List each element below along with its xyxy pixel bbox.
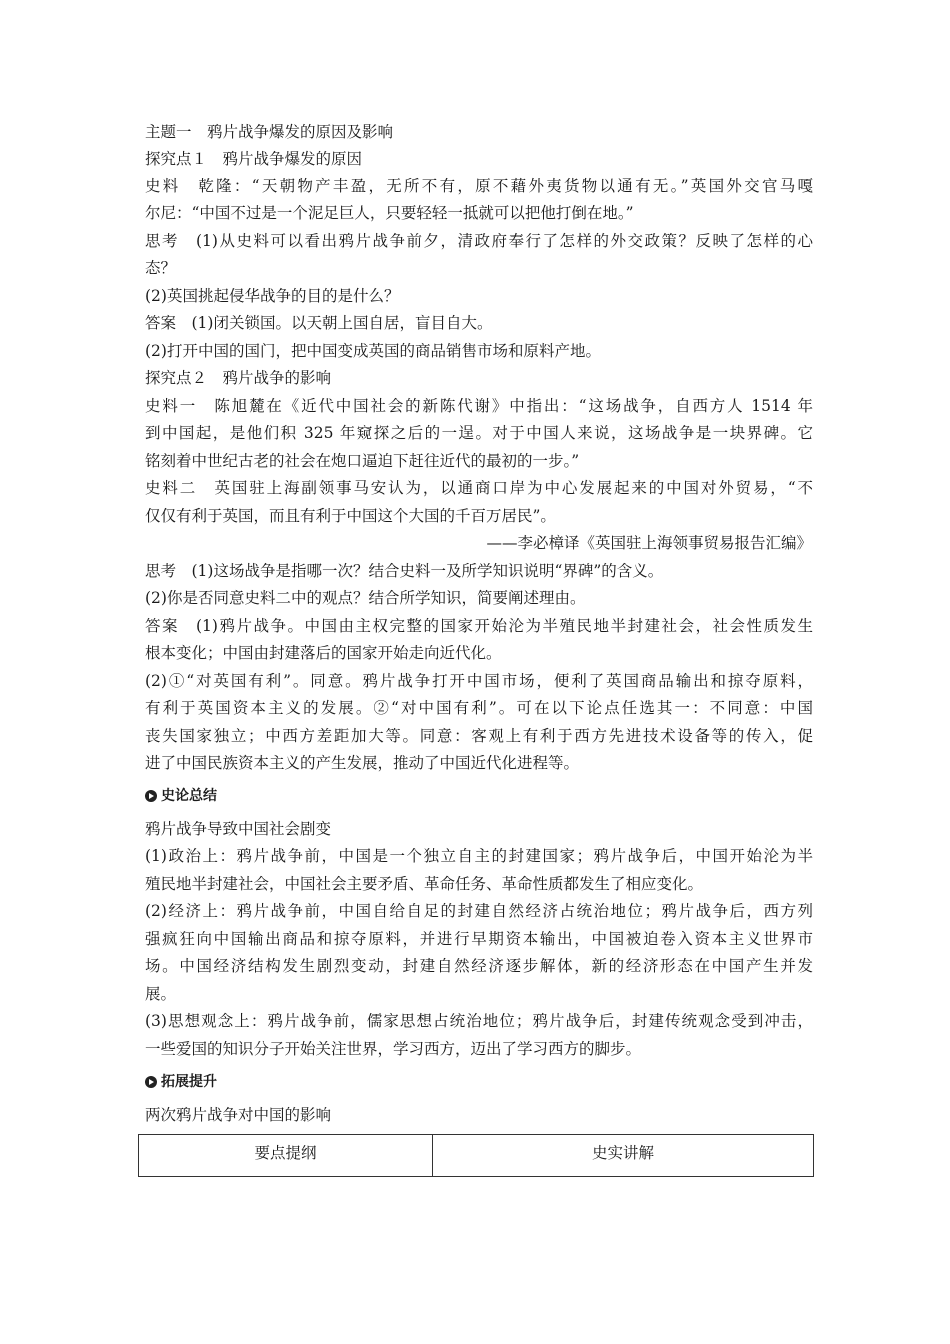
text-line: 进了中国民族资本主义的产生发展，推动了中国近代化进程等。: [145, 754, 580, 772]
summary-table: [138, 1134, 814, 1177]
section-label: 史论总结: [161, 788, 217, 804]
section-label: 拓展提升: [161, 1074, 217, 1090]
section-heading-summary: [145, 786, 217, 806]
text-line: 鸦片战争导致中国社会剧变: [145, 820, 332, 838]
text-line: 态？: [145, 259, 177, 277]
text-line: 思考 (1)这场战争是指哪一次？结合史料一及所学知识说明“界碑”的含义。: [145, 562, 664, 580]
text-line: (2)①“对英国有利”。同意。鸦片战争打开中国市场，便利了英国商品输出和掠夺原料，: [145, 672, 813, 690]
table-row: [139, 1135, 814, 1177]
table-header-cell: 史实讲解: [433, 1135, 814, 1177]
text-line: (1)政治上：鸦片战争前，中国是一个独立自主的封建国家；鸦片战争后，中国开始沦为半: [145, 847, 813, 865]
citation: ——李必樟译《英国驻上海领事贸易报告汇编》: [486, 534, 812, 552]
text-line: 有利于英国资本主义的发展。②“对中国有利”。可在以下论点任选其一：不同意：中国: [145, 699, 813, 717]
text-line: 殖民地半封建社会，中国社会主要矛盾、革命任务、革命性质都发生了相应变化。: [145, 875, 704, 893]
text-line: 铭刻着中世纪古老的社会在炮口逼迫下赶往近代的最初的一步。”: [145, 452, 580, 470]
text-line: 史料二 英国驻上海副领事马安认为，以通商口岸为中心发展起来的中国对外贸易，“不: [145, 479, 813, 497]
text-line: 丧失国家独立；中西方差距加大等。同意：客观上有利于西方先进技术设备等的传入，促: [145, 727, 813, 745]
text-line: (2)经济上：鸦片战争前，中国自给自足的封建自然经济占统治地位；鸦片战争后，西方列: [145, 902, 813, 920]
play-circle-icon: [145, 1076, 157, 1088]
text-line: 史料 乾隆：“天朝物产丰盈，无所不有，原不藉外夷货物以通有无。”英国外交官马嘎: [145, 177, 813, 195]
subtopic-heading: 探究点１ 鸦片战争爆发的原因: [145, 150, 363, 168]
text-line: (2)打开中国的国门，把中国变成英国的商品销售市场和原料产地。: [145, 342, 601, 360]
text-line: (2)你是否同意史料二中的观点？结合所学知识，简要阐述理由。: [145, 589, 586, 607]
text-line: 答案 (1)鸦片战争。中国由主权完整的国家开始沦为半殖民地半封建社会，社会性质发生: [145, 617, 813, 635]
text-line: 场。中国经济结构发生剧烈变动，封建自然经济逐步解体，新的经济形态在中国产生并发: [145, 957, 813, 975]
text-line: (3)思想观念上：鸦片战争前，儒家思想占统治地位；鸦片战争后，封建传统观念受到冲击，: [145, 1012, 813, 1030]
play-circle-icon: [145, 790, 157, 802]
text-line: 到中国起，是他们积 325 年窥探之后的一逞。对于中国人来说，这场战争是一块界碑。它: [145, 424, 813, 442]
text-line: 两次鸦片战争对中国的影响: [145, 1106, 332, 1124]
text-line: 史料一 陈旭麓在《近代中国社会的新陈代谢》中指出：“这场战争，自西方人 1514 年: [145, 397, 813, 415]
table-header-cell: 要点提纲: [139, 1135, 433, 1177]
subtopic-heading: 探究点２ 鸦片战争的影响: [145, 369, 332, 387]
text-line: 展。: [145, 985, 177, 1003]
text-line: (2)英国挑起侵华战争的目的是什么？: [145, 287, 400, 305]
text-line: 尔尼：“中国不过是一个泥足巨人，只要轻轻一抵就可以把他打倒在地。”: [145, 204, 634, 222]
text-line: 一些爱国的知识分子开始关注世界，学习西方，迈出了学习西方的脚步。: [145, 1040, 642, 1058]
text-line: 思考 (1)从史料可以看出鸦片战争前夕，清政府奉行了怎样的外交政策？反映了怎样的心: [145, 232, 813, 250]
text-line: 仅仅有利于英国，而且有利于中国这个大国的千百万居民”。: [145, 507, 556, 525]
text-line: 根本变化；中国由封建落后的国家开始走向近代化。: [145, 644, 502, 662]
text-line: 答案 (1)闭关锁国。以天朝上国自居，盲目自大。: [145, 314, 493, 332]
section-heading-extension: [145, 1072, 217, 1092]
text-line: 强疯狂向中国输出商品和掠夺原料，并进行早期资本输出，中国被迫卷入资本主义世界市: [145, 930, 813, 948]
topic-title: 主题一 鸦片战争爆发的原因及影响: [145, 123, 394, 141]
